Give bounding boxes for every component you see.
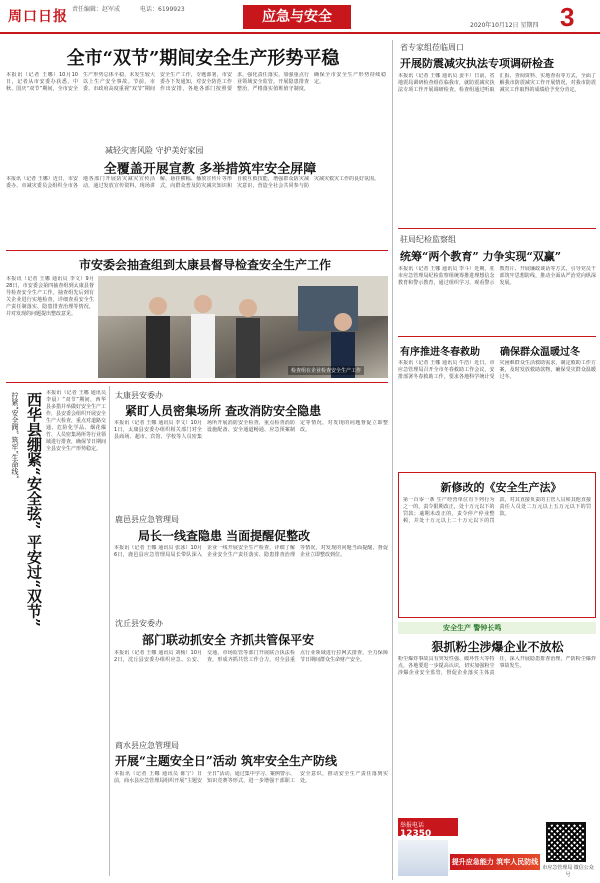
article2-headline: 全覆盖开展宣教 多举措筑牢安全屏障 [103,162,317,177]
divider [398,228,596,229]
shangshui-kicker: 商水县应急管理局 [115,741,179,750]
article3-body: 本报讯（记者 王娜 通讯员 李文）9月28日，市安委会第四抽查组到太康县督导检查安全生产工作。抽查组先后到有关企业进行实地检查，详细查看安全生产责任制落实、隐患排查治理等情况，并对发现的问题提出整改意见。 [6,276,94,317]
article3-headline: 市安委会抽查组到太康县督导检查安全生产工作 [78,258,331,272]
dust-headline: 狠抓粉尘涉爆企业不放松 [431,640,564,654]
taikang-kicker: 太康县安委办 [115,391,163,400]
law-box [398,472,596,618]
inspection-photo [98,276,388,378]
discipline-kicker: 驻局纪检监察组 [400,235,456,244]
slogan-bar [398,622,596,634]
luyi-headline: 局长一线查隐患 当面提醒促整改 [138,529,311,543]
page-number: 3 [560,2,575,32]
column-divider [109,386,110,876]
footer-banner: 提升应急能力 筑牢人民防线 [450,854,540,870]
hotline-label: 举报电话 [400,822,425,829]
main-headline: 全市“双节”期间安全生产形势平稳 [66,48,340,69]
xihua-headline: 西华县绷紧“安全弦” 平安过“双节” [25,392,43,627]
winter-headline-b: 确保群众温暖过冬 [500,347,580,358]
footer-illustration [398,840,448,876]
dust-body: 粉尘爆炸事故具有突发性强、破坏性大等特点，各地要进一步提高认识，切实加强粉尘涉爆企业安全监管，督促企业落实主体责任，深入开展隐患排查治理，严防粉尘爆炸事故发生。 [398,656,596,676]
phone-line: 电话：6199923 [140,6,185,13]
shangshui-headline: 开展“主题安全日”活动 筑牢安全生产防线 [115,754,337,768]
quake-headline: 开展防震减灾执法专项调研检查 [400,57,554,70]
shangshui-body: 本报讯（记者 王娜 通讯员 陈宁）日前，商水县应急管理局组织开展“主题安全日”活动，通过集中学习、案例警示、知识竞赛等形式，进一步增强干部职工安全意识，推动安全生产责任落到实处。 [114,771,388,784]
luyi-body: 本报讯（记者 王娜 通讯员 张冰）10月6日，鹿邑县应急管理局局长带队深入企业一线开展安全生产检查，详细了解企业安全生产责任落实、隐患排查治理等情况，对发现的问题当面提醒，督促企业立即整改到位。 [114,545,388,558]
issue-date: 2020年10月12日 星期四 [470,22,539,29]
masthead [0,0,600,34]
main-article-body: 本报讯（记者 王娜）10月10日，记者从市安委办获悉，中秋、国庆“双节”期间，全市安全生产形势总体平稳，未发生较大以上生产安全事故。节前，市委、市政府高度重视“双节”期间安全生产工作，专题部署，市安委办下发通知，对安全防范工作作出安排，各地各部门按照要求，强化责任落实，加强重点行业领域安全监管，开展隐患排查整治，严格落实值班值守制度，确保全市安全生产形势持续稳定。 [6,72,386,92]
taikang-body: 本报讯（记者 王娜 通讯员 李文）10月1日，太康县安委办组织相关部门对全县商场、超市、宾馆、学校等人员密集场所开展消防安全检查，重点检查消防设施配备、安全通道畅通、应急预案制定等情况，对发现的问题督促立即整改。 [114,420,388,440]
divider [398,336,596,337]
winter-body: 本报讯（记者 王娜 通讯员 牛浩）近日，市应急管理局召开全市冬春救助工作会议，安排部署冬春救助工作，要求各地科学统计受灾困难群众生活救助需求，制定救助工作方案，及时发放救助款物，确保受灾群众温暖过冬。 [398,360,596,380]
hotline-badge [398,818,458,839]
divider [6,250,388,251]
footer-box [398,818,596,878]
photo-people-illustration [98,276,388,378]
xihua-body: 本报讯（记者 王娜 通讯员 李晨）“双节”期间，西华县多措并举做好安全生产工作，县安委会组织开展安全生产大检查，重点对道路交通、危险化学品、烟花爆竹、人员密集场所等行业领域进行排查，确保节日期间全县安全生产形势稳定。 [46,390,106,452]
qr-label: 市应急管理局 微信公众号 [542,865,594,878]
column-divider [392,40,393,880]
law-body: 第一百零一条 生产经营单位有下列行为之一的，责令限期改正，处十万元以下的罚款；逾期未改正的，责令停产停业整顿，并处十万元以上二十万元以下的罚款，对其直接负责的主管人员和其他直接责任人员处二万元以上五万元以下的罚款。 [403,497,591,524]
photo-caption: 检查组在企业检查安全生产工作 [288,366,364,375]
law-headline: 新修改的《安全生产法》 [440,481,562,494]
divider [6,382,388,383]
quake-kicker: 省专家组莅临周口 [400,43,464,52]
xihua-kicker: 拧紧“安全阀” 筑牢“生命线” [11,392,19,479]
shenqiu-body: 本报讯（记者 王娜 通讯员 刘杨）10月2日，沈丘县安委办组织应急、公安、交通、市场监管等部门开展联合执法检查，形成齐抓共管工作合力，对全县重点行业领域进行拉网式排查，全力保障节日期间群众生命财产安全。 [114,650,388,663]
qr-code-icon[interactable] [546,822,586,862]
discipline-headline: 统筹“两个教育” 力争实现“双赢” [400,250,562,263]
hotline-number: 12350 [400,829,432,839]
shenqiu-headline: 部门联动抓安全 齐抓共管保平安 [142,633,315,647]
luyi-kicker: 鹿邑县应急管理局 [115,515,179,524]
newspaper-logo: 周口日报 [8,9,68,25]
section-title: 应急与安全 [243,5,351,29]
winter-headline-a: 有序推进冬春救助 [400,347,480,358]
taikang-headline: 紧盯人员密集场所 查改消防安全隐患 [125,404,322,418]
editor-line: 责任编辑：赵军成 [72,6,121,13]
quake-body: 本报讯（记者 王娜 通讯员 姜丰）日前，省地震局调研检查组莅临我市，就防震减灾执法专项工作开展调研检查。检查组通过听取汇报、查阅资料、实地查看等方式，全面了解我市防震减灾工作开展情况，对我市防震减灾工作取得的成绩给予充分肯定。 [398,73,596,93]
discipline-body: 本报讯（记者 王娜 通讯员 李斗）近期，驻市应急管理局纪检监察组统筹推进理想信念教育和警示教育，通过组织学习、观看警示教育片、开展廉政谈话等方式，引导党员干部筑牢思想防线，推动全面从严治党向纵深发展。 [398,266,596,286]
article2-body: 本报讯（记者 王娜）近日，市安委办、市减灾委员会组织全市各地各部门开展防灾减灾宣传活动，通过发放宣传资料、现场讲解、悬挂横幅、播放宣传片等形式，向群众普及防灾减灾知识和自救互救技能，增强群众防灾减灾意识，营造全社会共同参与防灾减灾救灾工作的良好氛围。 [6,176,380,189]
shenqiu-kicker: 沈丘县安委办 [115,619,163,628]
article2-kicker: 减轻灾害风险 守护美好家园 [105,146,204,155]
slogan-text: 安全生产 警钟长鸣 [443,624,502,632]
